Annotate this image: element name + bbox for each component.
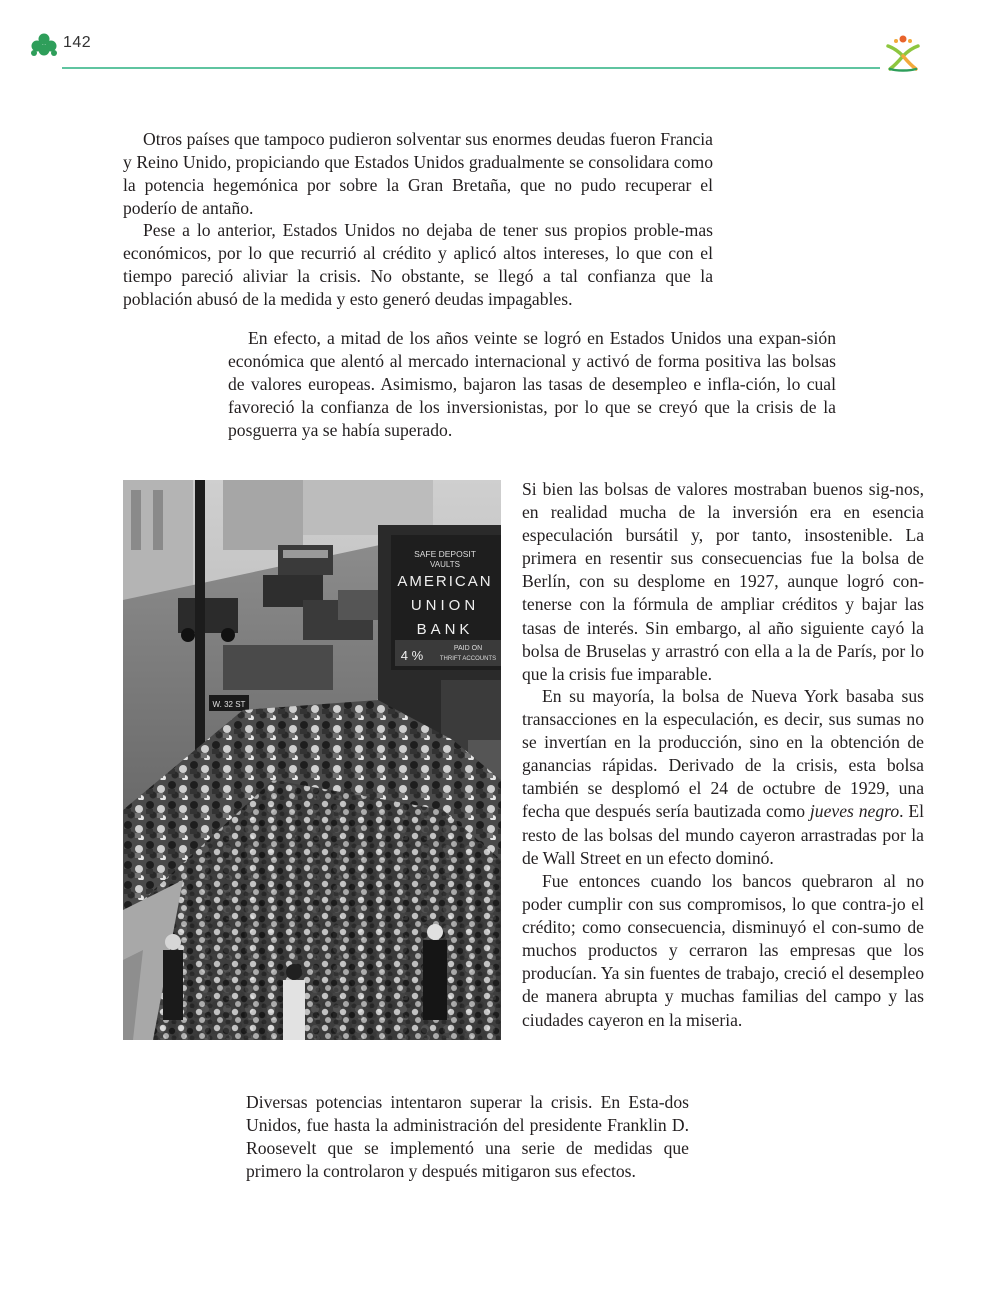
paragraph-5 bbox=[522, 685, 924, 870]
paragraph-2: Pese a lo anterior, Estados Unidos no dejaba de tener sus propios proble-mas económicos, por lo que recurrió al crédito y aplicó altos intereses, lo que con el tiempo pareció aliviar la crisis. No obstante, se llegó a tal confianza que la población abusó de la medida y esto generó deudas impagables. bbox=[123, 220, 713, 310]
sign-line1: SAFE DEPOSIT bbox=[414, 549, 476, 559]
paragraph-1: Otros países que tampoco pudieron solventar sus enormes deudas fueron Francia y Reino Unido, propiciando que Estados Unidos gradualmente se consolidara como la potencia hegemónica por sobre la Gran Bretaña, que no pudo recuperar el poderío de antaño. bbox=[123, 129, 713, 219]
sign-line2: VAULTS bbox=[430, 560, 460, 569]
sign-paid1: PAID ON bbox=[453, 645, 483, 652]
page-number: 142 bbox=[63, 34, 92, 51]
paragraph-4: Si bien las bolsas de valores mostraban buenos sig-nos, en realidad mucha de la inversión era en esencia especulación bursátil y, por tanto, insostenible. La primera en resentir sus consecuencias fue la bolsa de Berlín, con su desplome en 1927, aunque logró con-tenerse con la fórmula de ampliar créditos y bajar las tasas de interés. Sin embargo, al año siguiente cayó la bolsa de Bruselas y arrastró con ella a la de París, por lo que la crisis fue imparable. bbox=[522, 479, 924, 684]
sign-line3: AMERICAN bbox=[397, 573, 493, 590]
paragraph-3: En efecto, a mitad de los años veinte se logró en Estados Unidos una expan-sión económica que alentó al mercado internacional y activó de forma positiva las bolsas de valores europeas. Asimismo, bajaron las tasas de desempleo e infla-ción, lo cual favoreció la confianza de los inversionistas, por lo que se creyó que la crisis de la posguerra ya se había superado. bbox=[228, 328, 836, 441]
paragraph-6: Fue entonces cuando los bancos quebraron al no poder cumplir con sus compromisos, lo que contra-jo el crédito; como consecuencia, disminuyó el con-sumo de muchos productos y cerraron las empresas que los producían. Ya sin fuentes de trabajo, creció el desempleo de manera abrupta y muchas familias del campo y las ciudades cayeron en la miseria. bbox=[522, 871, 924, 1030]
sign-paid2: THRIFT ACCOUNTS bbox=[439, 656, 497, 662]
paragraph-5-text-a: En su mayoría, la bolsa de Nueva York basaba sus transacciones en la especulación, es decir, sus sumas no se invertían en la producción, sino en la obtención de ganancias rápidas. Derivado de la crisis, esta bolsa también se desplomó el 24 de octubre de 1929, una fecha que después sería bautizada como bbox=[522, 686, 924, 822]
crowd-bank-photo bbox=[123, 480, 501, 1040]
sign-line5: BANK bbox=[416, 621, 474, 638]
jueves-negro-term: jueves negro bbox=[809, 801, 900, 822]
sign-rate: 4 % bbox=[400, 648, 424, 663]
header-rule bbox=[62, 67, 880, 69]
clover-leaf-icon bbox=[30, 32, 58, 58]
paragraph-7: Diversas potencias intentaron superar la crisis. En Esta-dos Unidos, fue hasta la administración del presidente Franklin D. Roosevelt que se implementó una serie de medidas que primero la controlaron y después mitigaron sus efectos. bbox=[246, 1092, 689, 1182]
paragraph-5-text-b: . El resto de las bolsas del mundo cayeron arrastradas por la de Wall Street en un efecto dominó. bbox=[522, 801, 924, 868]
dancing-figure-emblem-icon bbox=[882, 34, 924, 74]
street-sign-text: W. 32 ST bbox=[212, 700, 246, 709]
sign-line4: UNION bbox=[410, 597, 480, 614]
